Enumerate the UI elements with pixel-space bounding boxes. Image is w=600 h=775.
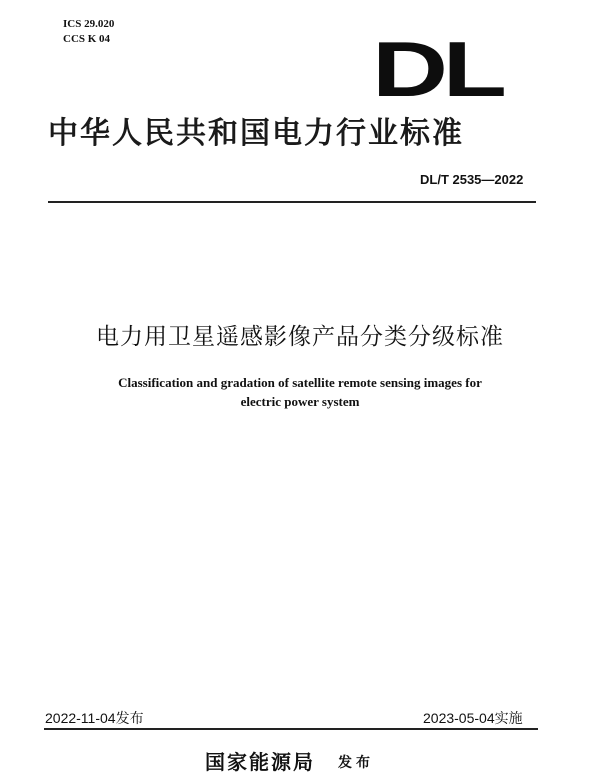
document-title-english [0,373,600,411]
publisher-name: 国家能源局 [205,750,315,774]
classification-codes [63,17,114,47]
effective-date: 2023-05-04实施 [423,710,523,726]
document-title-chinese: 电力用卫星遥感影像产品分类分级标准 [96,324,504,350]
english-title-line-2: electric power system [240,394,360,409]
ics-code: ICS 29.020 [63,18,115,30]
english-title-line-1: Classification and gradation of satellite remote sensing images for [118,375,482,390]
header-divider [48,201,536,203]
ccs-code: CCS K 04 [63,33,111,45]
standard-number: DL/T 2535—2022 [420,172,524,187]
dl-logo: DL [372,25,502,113]
issue-date: 2022-11-04发布 [45,710,144,726]
publish-label: 发布 [338,755,374,771]
organization-title: 中华人民共和国电力行业标准 [48,116,464,151]
footer-divider [44,728,538,730]
